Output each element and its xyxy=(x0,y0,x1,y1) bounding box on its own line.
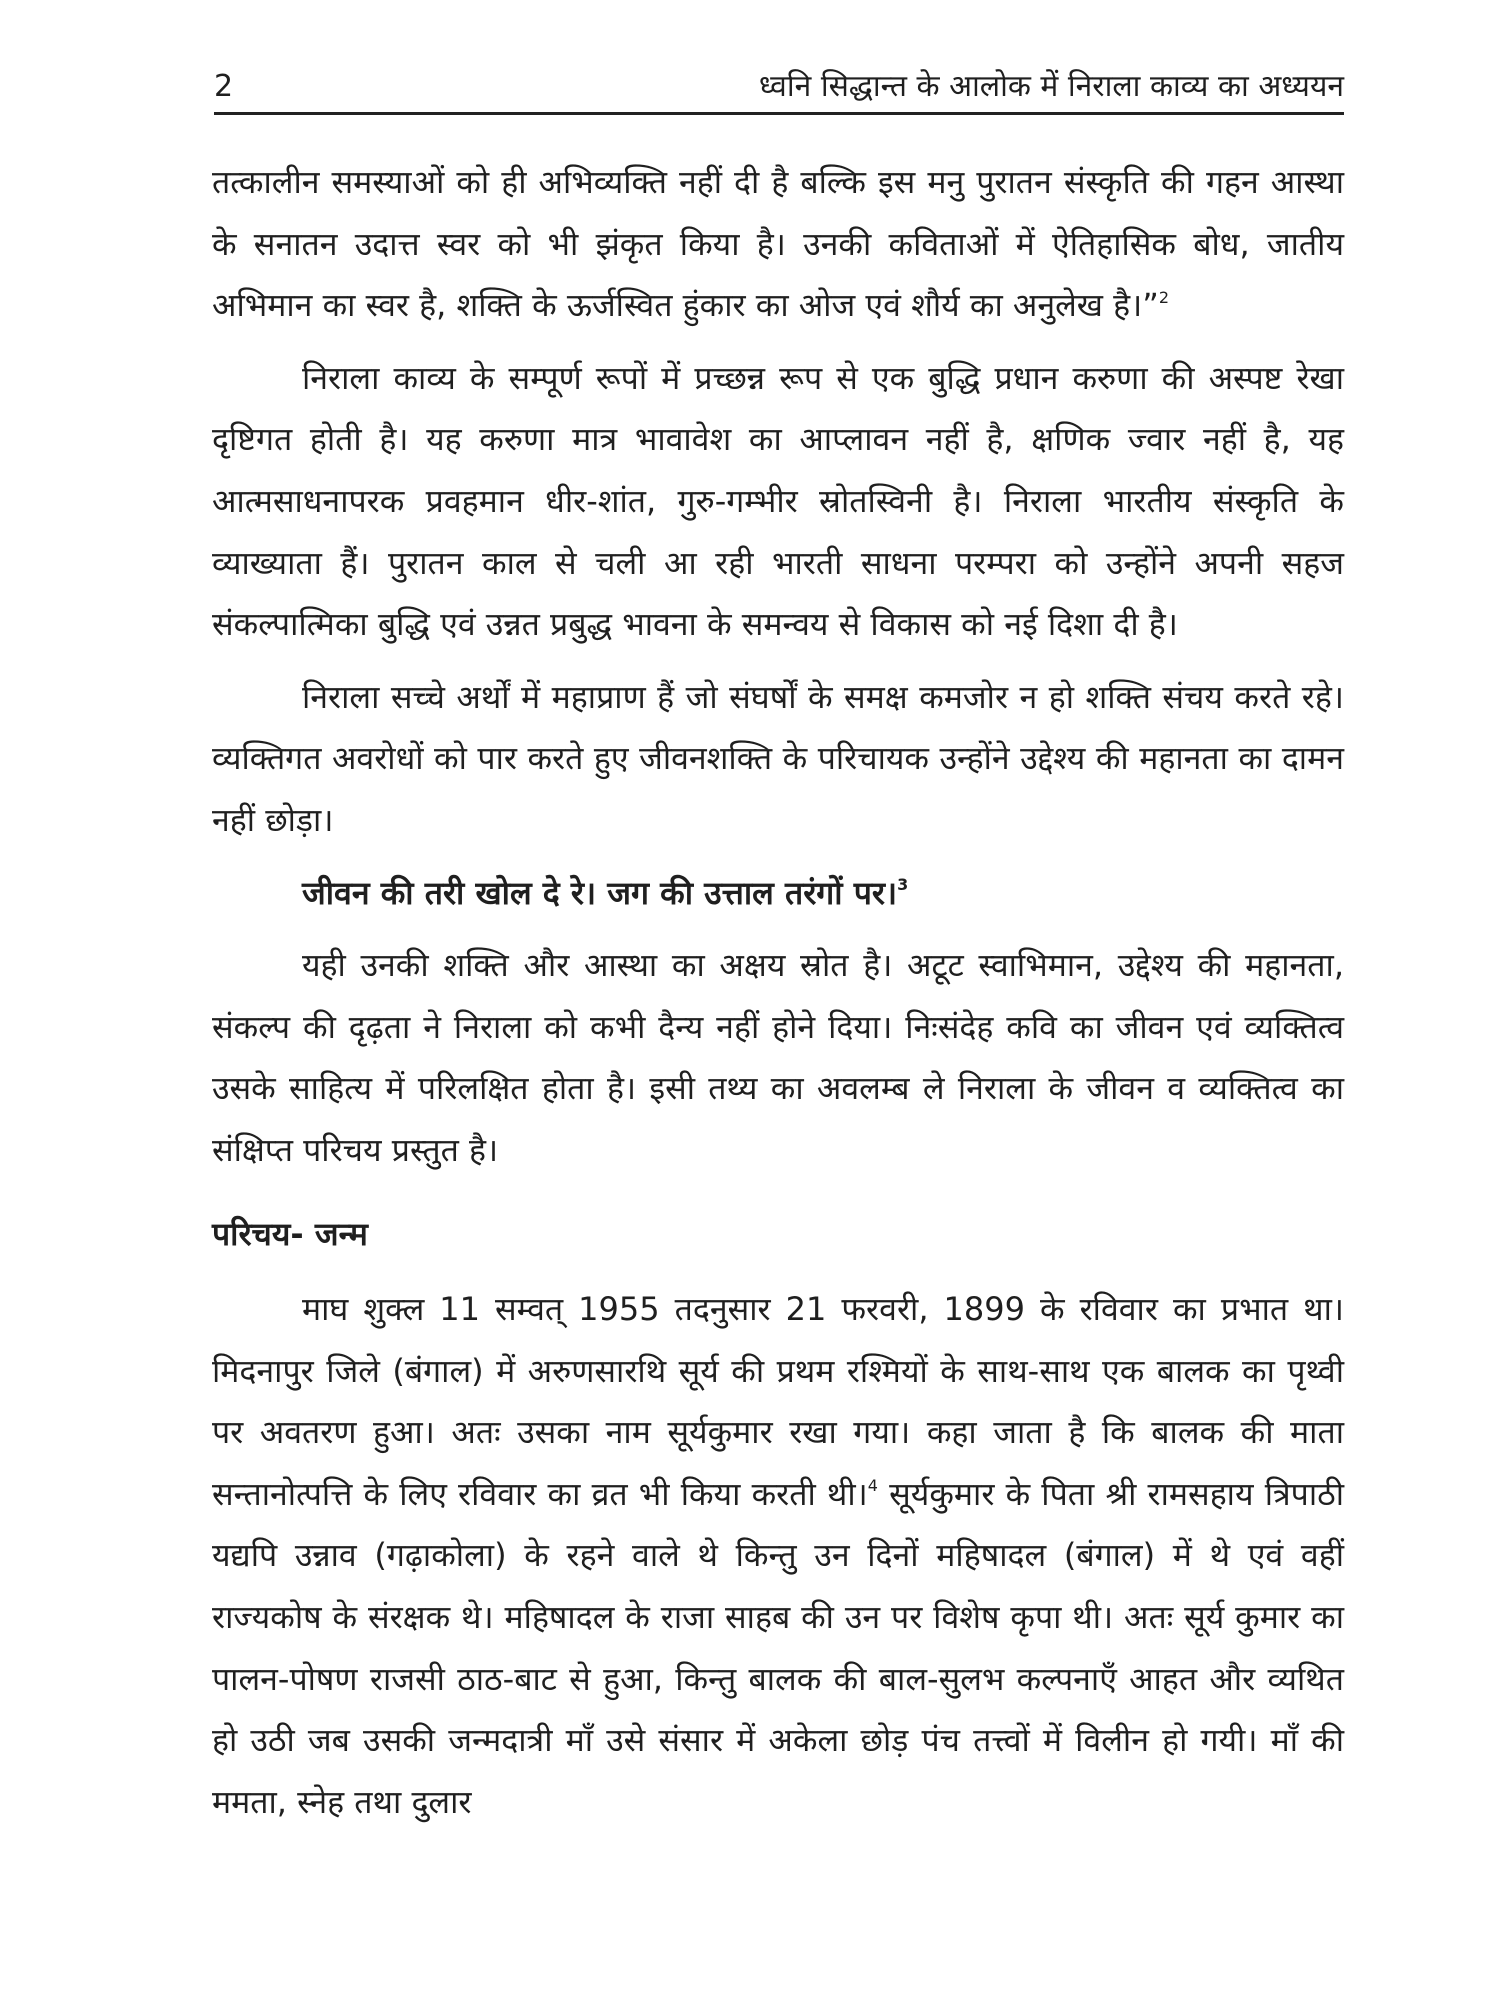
paragraph-text: निराला काव्य के सम्पूर्ण रूपों में प्रच्छन्न रूप से एक बुद्धि प्रधान करुणा की अस्पष्ट रेखा दृष्टिगत होती है। यह करुणा मात्र भावावेश का आप्लावन नहीं है, क्षणिक ज्वार नहीं है, यह आत्मसाधनापरक प्रवहमान धीर-शांत, गुरु-गम्भीर स्रोतस्विनी है। निराला भारतीय संस्कृति के व्याख्याता हैं। पुरातन काल से चली आ रही भारती साधना परम्परा को उन्होंने अपनी सहज संकल्पात्मिका बुद्धि एवं उन्नत प्रबुद्ध भावना के समन्वय से विकास को नई दिशा दी है। xyxy=(212,358,1344,644)
footnote-ref: 4 xyxy=(867,1476,878,1496)
page-number: 2 xyxy=(214,69,234,104)
paragraph-5 xyxy=(212,1279,1344,1833)
paragraph-text: माघ शुक्ल 11 सम्वत् 1955 तदनुसार 21 फरवरी, 1899 के रविवार का प्रभात था। मिदनापुर जिले (बंगाल) में अरुणसारथि सूर्य की प्रथम रश्मियों के साथ-साथ एक बालक का पृथ्वी पर अवतरण हुआ। अतः उसका नाम सूर्यकुमार रखा गया। कहा जाता है कि बालक की माता सन्तानोत्पत्ति के लिए रविवार का व्रत भी किया करती थी। xyxy=(212,1290,1344,1513)
running-title: ध्वनि सिद्धान्त के आलोक में निराला काव्य का अध्ययन xyxy=(758,69,1344,104)
paragraph-2 xyxy=(212,348,1344,656)
section-heading: परिचय- जन्म xyxy=(212,1214,368,1253)
paragraph-4 xyxy=(212,935,1344,1181)
paragraph-text: यही उनकी शक्ति और आस्था का अक्षय स्रोत है। अटूट स्वाभिमान, उद्देश्य की महानता, संकल्प की दृढ़ता ने निराला को कभी दैन्य नहीं होने दिया। निःसंदेह कवि का जीवन एवं व्यक्तित्व उसके साहित्य में परिलक्षित होता है। इसी तथ्य का अवलम्ब ले निराला के जीवन व व्यक्तित्व का संक्षिप्त परिचय प्रस्तुत है। xyxy=(212,946,1344,1169)
quote-text: जीवन की तरी खोल दे रे। जग की उत्ताल तरंगों पर। xyxy=(302,873,898,912)
paragraph-3 xyxy=(212,667,1344,852)
page-body xyxy=(212,152,1344,1844)
paragraph-text: निराला सच्चे अर्थों में महाप्राण हैं जो संघर्षों के समक्ष कमजोर न हो शक्ति संचय करते रहे। व्यक्तिगत अवरोधों को पार करते हुए जीवनशक्ति के परिचायक उन्होंने उद्देश्य की महानता का दामन नहीं छोड़ा। xyxy=(212,677,1344,839)
page-header xyxy=(214,52,1344,102)
footnote-ref: 3 xyxy=(897,874,909,894)
paragraph-text: तत्कालीन समस्याओं को ही अभिव्यक्ति नहीं दी है बल्कि इस मनु पुरातन संस्कृति की गहन आस्था के सनातन उदात्त स्वर को भी झंकृत किया है। उनकी कविताओं में ऐतिहासिक बोध, जातीय अभिमान का स्वर है, शक्ति के ऊर्जस्वित हुंकार का ओज एवं शौर्य का अनुलेख है।” xyxy=(212,163,1344,325)
paragraph-text-continued: सूर्यकुमार के पिता श्री रामसहाय त्रिपाठी यद्यपि उन्नाव (गढ़ाकोला) के रहने वाले थे किन्तु उन दिनों महिषादल (बंगाल) में थे एवं वहीं राज्यकोष के संरक्षक थे। महिषादल के राजा साहब की उन पर विशेष कृपा थी। अतः सूर्य कुमार का पालन-पोषण राजसी ठाठ-बाट से हुआ, किन्तु बालक की बाल-सुलभ कल्पनाएँ आहत और व्यथित हो उठी जब उसकी जन्मदात्री माँ उसे संसार में अकेला छोड़ पंच तत्त्वों में विलीन हो गयी। माँ की ममता, स्नेह तथा दुलार xyxy=(212,1474,1344,1821)
paragraph-1 xyxy=(212,152,1344,337)
footnote-ref: 2 xyxy=(1158,287,1170,307)
header-rule xyxy=(214,112,1344,115)
poem-quote xyxy=(212,863,1344,925)
